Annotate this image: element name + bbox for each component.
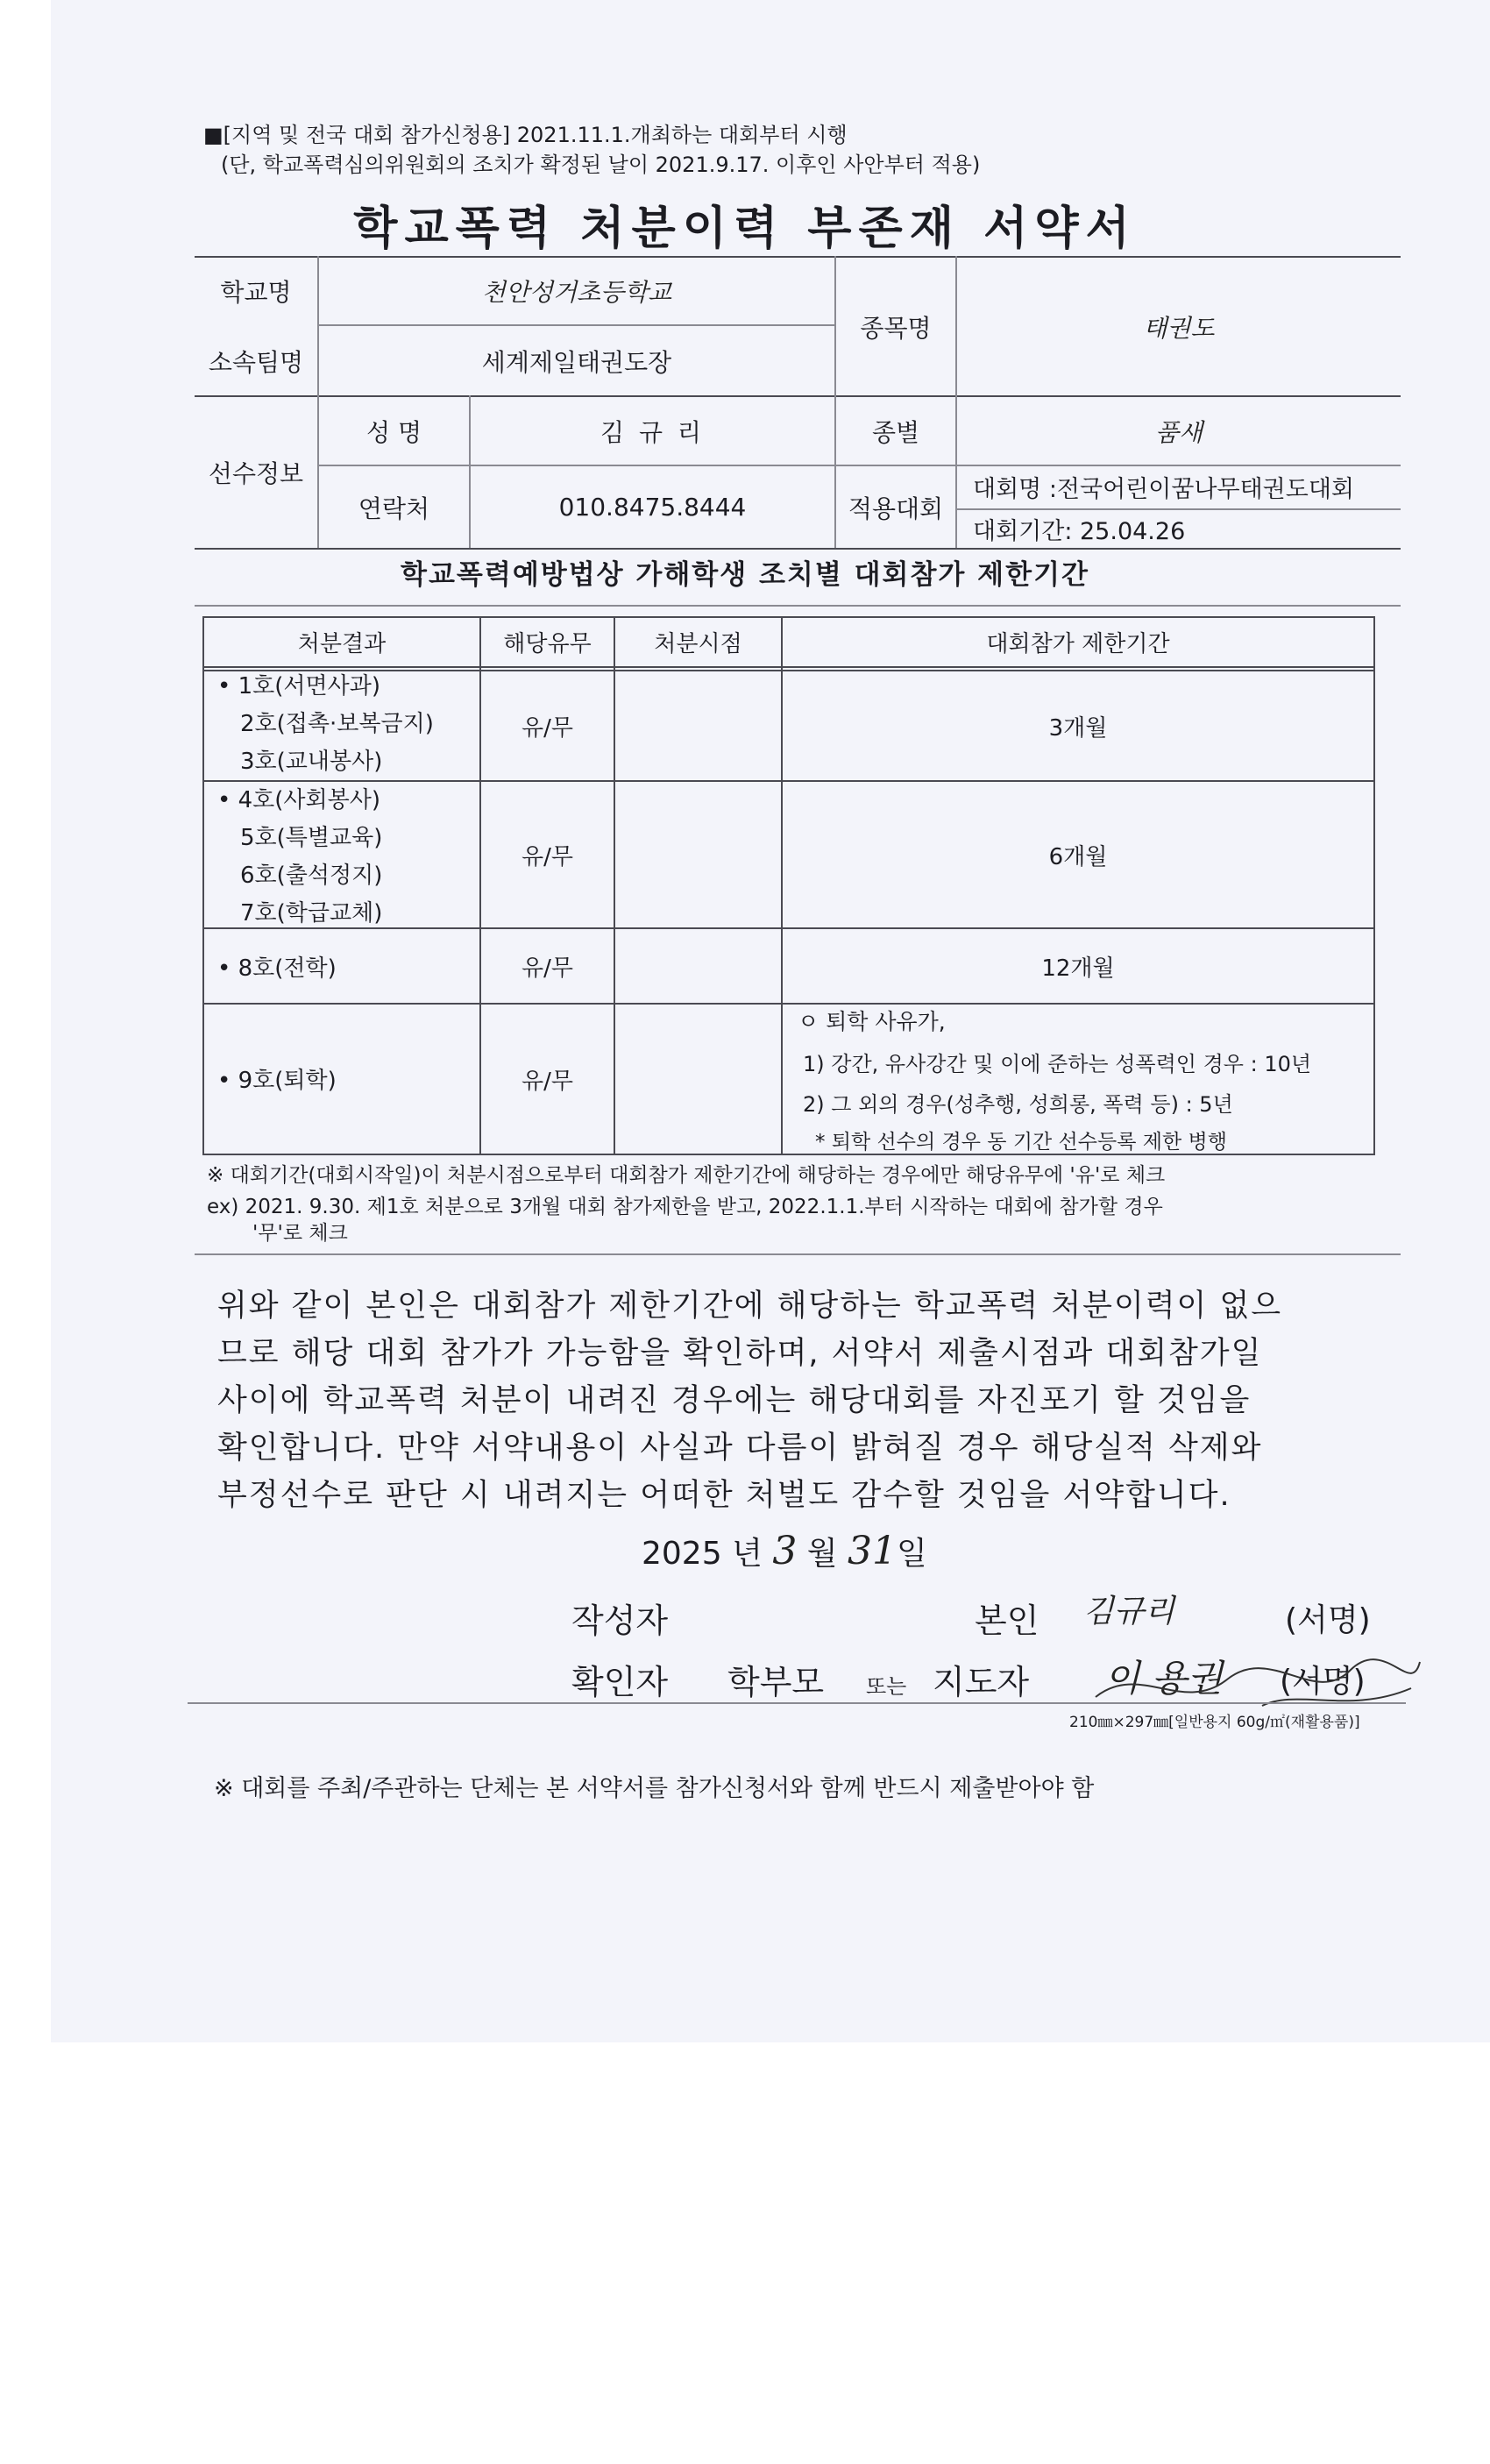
self-label: 본인 [975, 1601, 1039, 1640]
or-label: 또는 [866, 1674, 907, 1699]
date-month: 3 [772, 1529, 798, 1573]
date-year-unit: 년 [732, 1536, 763, 1572]
disposition-item: 7호(학급교체) [240, 900, 383, 927]
date [642, 1529, 927, 1573]
table-border-right [1373, 616, 1375, 1155]
signature-divider [188, 1702, 1406, 1704]
event-value: 태권도 [1143, 313, 1215, 343]
competition-name: 대회명 :전국어린이꿈나무태권도대회 [973, 476, 1354, 503]
note-2: ex) 2021. 9.30. 제1호 처분으로 3개월 대회 참가제한을 받고, 2022.1.1.부터 시작하는 대회에 참가할 경우 [207, 1196, 1163, 1218]
table-row-divider [202, 1003, 1375, 1005]
category-label: 종별 [871, 417, 920, 447]
coach-seal: (서명) [1280, 1664, 1366, 1700]
pledge-line: 위와 같이 본인은 대회참가 제한기간에 해당하는 학교폭력 처분이력이 없으 [217, 1289, 1283, 1324]
event-label: 종목명 [860, 313, 932, 343]
subtitle-divider [195, 605, 1401, 607]
info-border-bottom [195, 548, 1401, 550]
header-disposition: 처분결과 [297, 631, 387, 657]
competition-period: 대회기간: 25.04.26 [973, 518, 1186, 545]
pledge-line: 확인합니다. 만약 서약내용이 사실과 다름이 밝혀질 경우 해당실적 삭제와 [217, 1431, 1263, 1466]
player-info-label: 선수정보 [208, 459, 304, 488]
disposition-item: • 4호(사회봉사) [217, 787, 381, 813]
restriction-period-value: 3개월 [1048, 714, 1108, 742]
applicable-value: 유/무 [522, 955, 573, 982]
applicable-value: 유/무 [522, 843, 573, 870]
disposition-item: 5호(특별교육) [240, 825, 383, 851]
school-label: 학교명 [220, 278, 292, 307]
disposition-item: • 9호(퇴학) [217, 1068, 337, 1094]
pledge-line: 므로 해당 대회 참가가 가능함을 확인하며, 서약서 제출시점과 대회참가일 [217, 1336, 1263, 1371]
contact-label: 연락처 [358, 494, 430, 523]
pledge-line: 사이에 학교폭력 처분이 내려진 경우에는 해당대회를 자진포기 할 것임을 [217, 1383, 1252, 1418]
notes-divider [195, 1253, 1401, 1255]
notice-line-1: ■[지역 및 전국 대회 참가신청용] 2021.11.1.개최하는 대회부터 시행 [203, 123, 848, 147]
expulsion-condition: * 퇴학 선수의 경우 동 기간 선수등록 제한 병행 [815, 1131, 1227, 1154]
note-1: ※ 대회기간(대회시작일)이 처분시점으로부터 대회참가 제한기간에 해당하는 경우에만 해당유무에 '유'로 체크 [207, 1164, 1166, 1187]
page-title: 학교폭력 처분이력 부존재 서약서 [353, 202, 1137, 255]
expulsion-condition: ㅇ 퇴학 사유가, [798, 1009, 946, 1034]
applicable-value: 유/무 [522, 1068, 573, 1095]
pledge-line: 부정선수로 판단 시 내려지는 어떠한 처벌도 감수할 것임을 서약합니다. [217, 1478, 1231, 1513]
restriction-period-value: 12개월 [1041, 955, 1115, 982]
self-signature: 김규리 [1083, 1594, 1175, 1630]
school-value: 천안성거초등학교 [481, 278, 672, 307]
expulsion-condition: 2) 그 외의 경우(성추행, 성희롱, 폭력 등) : 5년 [803, 1092, 1233, 1117]
name-label: 성 명 [366, 417, 422, 447]
self-seal: (서명) [1285, 1602, 1371, 1638]
applicable-value: 유/무 [522, 714, 573, 742]
date-year: 2025 [642, 1536, 722, 1572]
disposition-item: 3호(교내봉사) [240, 749, 383, 775]
competition-label: 적용대회 [848, 494, 944, 523]
name-value: 김 규 리 [600, 417, 705, 447]
parent-label: 학부모 [727, 1663, 825, 1701]
date-day-unit: 일 [897, 1536, 927, 1572]
disposition-item: • 8호(전학) [217, 955, 337, 982]
paper-spec: 210㎜×297㎜[일반용지 60g/㎡(재활용품)] [1069, 1714, 1360, 1731]
table-col-divider [614, 616, 615, 1155]
writer-label: 작성자 [571, 1601, 669, 1640]
date-day: 31 [848, 1529, 897, 1573]
header-applicable: 해당유무 [503, 631, 592, 657]
expulsion-condition: 1) 강간, 유사강간 및 이에 준하는 성폭력인 경우 : 10년 [803, 1052, 1312, 1076]
restriction-table-title: 학교폭력예방법상 가해학생 조치별 대회참가 제한기간 [401, 559, 1089, 591]
disposition-item: 6호(출석정지) [240, 863, 383, 889]
table-border-left [202, 616, 204, 1155]
coach-label: 지도자 [933, 1663, 1030, 1701]
coach-signature: 이 용권 [1104, 1657, 1224, 1700]
disposition-item: 2호(접촉·보복금지) [240, 711, 434, 737]
header-restriction-period: 대회참가 제한기간 [986, 631, 1170, 657]
info-divider [957, 508, 1401, 510]
confirmer-label: 확인자 [571, 1663, 669, 1701]
team-value: 세계제일태권도장 [481, 347, 672, 377]
footer-note: ※ 대회를 주최/주관하는 단체는 본 서약서를 참가신청서와 함께 반드시 제출받아야 함 [214, 1775, 1095, 1802]
category-value: 품새 [1154, 417, 1203, 447]
team-label: 소속팀명 [208, 347, 304, 377]
disposition-item: • 1호(서면사과) [217, 673, 381, 699]
notice-line-2: (단, 학교폭력심의위원회의 조치가 확정된 날이 2021.9.17. 이후인 사안부터 적용) [221, 153, 981, 177]
note-3: '무'로 체크 [252, 1222, 348, 1245]
contact-value: 010.8475.8444 [558, 493, 747, 522]
header-disposition-date: 처분시점 [654, 631, 742, 657]
date-month-unit: 월 [806, 1536, 838, 1572]
restriction-period-value: 6개월 [1048, 843, 1108, 870]
